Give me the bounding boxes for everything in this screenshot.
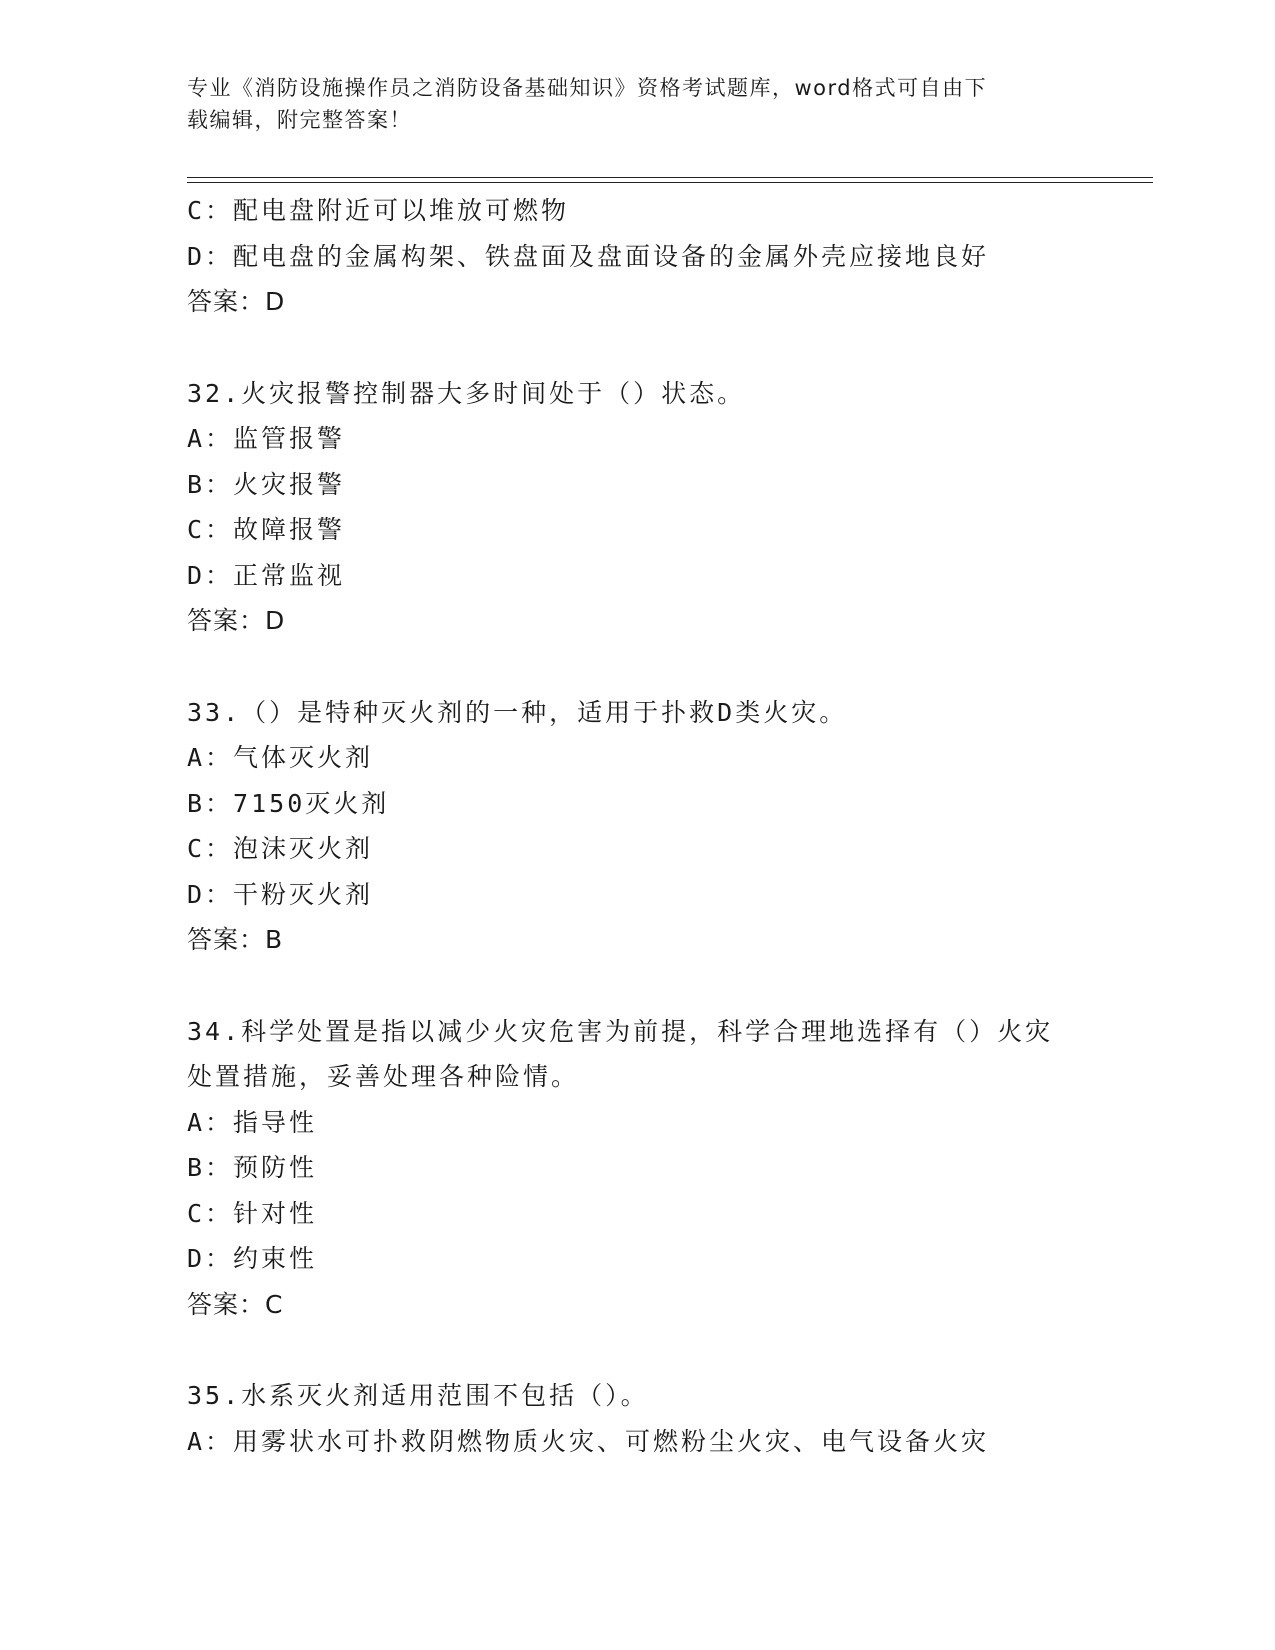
question-stem: 32.火灾报警控制器大多时间处于（）状态。: [187, 378, 746, 408]
option-c: C：针对性: [187, 1198, 318, 1228]
answer-line: 答案：D: [187, 606, 286, 635]
document-body: [187, 188, 1087, 1464]
option-a: A：气体灭火剂: [187, 743, 374, 772]
option-d: D：配电盘的金属构架、铁盘面及盘面设备的金属外壳应接地良好: [187, 241, 990, 271]
option-b: B：火灾报警: [187, 469, 346, 499]
answer-line: 答案：B: [187, 925, 284, 954]
option-a: A：用雾状水可扑救阴燃物质火灾、可燃粉尘火灾、电气设备火灾: [187, 1426, 990, 1456]
question-33: [187, 690, 1087, 963]
option-c: C：泡沫灭火剂: [187, 834, 374, 863]
option-a: A：监管报警: [187, 424, 346, 453]
spacer: [187, 1327, 1087, 1373]
question-35: [187, 1373, 1087, 1464]
option-d: D：约束性: [187, 1244, 318, 1273]
question-stem: 33.（）是特种灭火剂的一种，适用于扑救D类火灾。: [187, 697, 848, 727]
spacer: [187, 644, 1087, 690]
spacer: [187, 963, 1087, 1009]
question-stem-line-1: 34.科学处置是指以减少火灾危害为前提，科学合理地选择有（）火灾: [187, 1016, 1054, 1046]
question-34: [187, 1009, 1087, 1328]
option-c: C：故障报警: [187, 515, 346, 544]
option-c: C：配电盘附近可以堆放可燃物: [187, 196, 570, 225]
option-b: B：预防性: [187, 1153, 318, 1182]
option-d: D：正常监视: [187, 560, 346, 590]
answer-line: 答案：D: [187, 287, 286, 316]
question-stem: 35.水系灭火剂适用范围不包括（）。: [187, 1381, 649, 1410]
option-a: A：指导性: [187, 1107, 318, 1137]
header-rule-bottom: [187, 182, 1153, 183]
header-line-1: 专业《消防设施操作员之消防设备基础知识》资格考试题库，word格式可自由下: [187, 76, 988, 100]
header-line-2: 载编辑，附完整答案！: [187, 108, 412, 132]
answer-line: 答案：C: [187, 1289, 284, 1319]
header-rule-top: [187, 177, 1153, 178]
question-31-continued: [187, 188, 1087, 325]
spacer: [187, 325, 1087, 371]
question-32: [187, 371, 1087, 644]
option-d: D：干粉灭火剂: [187, 879, 374, 909]
document-header: [187, 72, 1087, 136]
question-stem-line-2: 处置措施，妥善处理各种险情。: [187, 1062, 580, 1091]
option-b: B：7150灭火剂: [187, 788, 390, 818]
